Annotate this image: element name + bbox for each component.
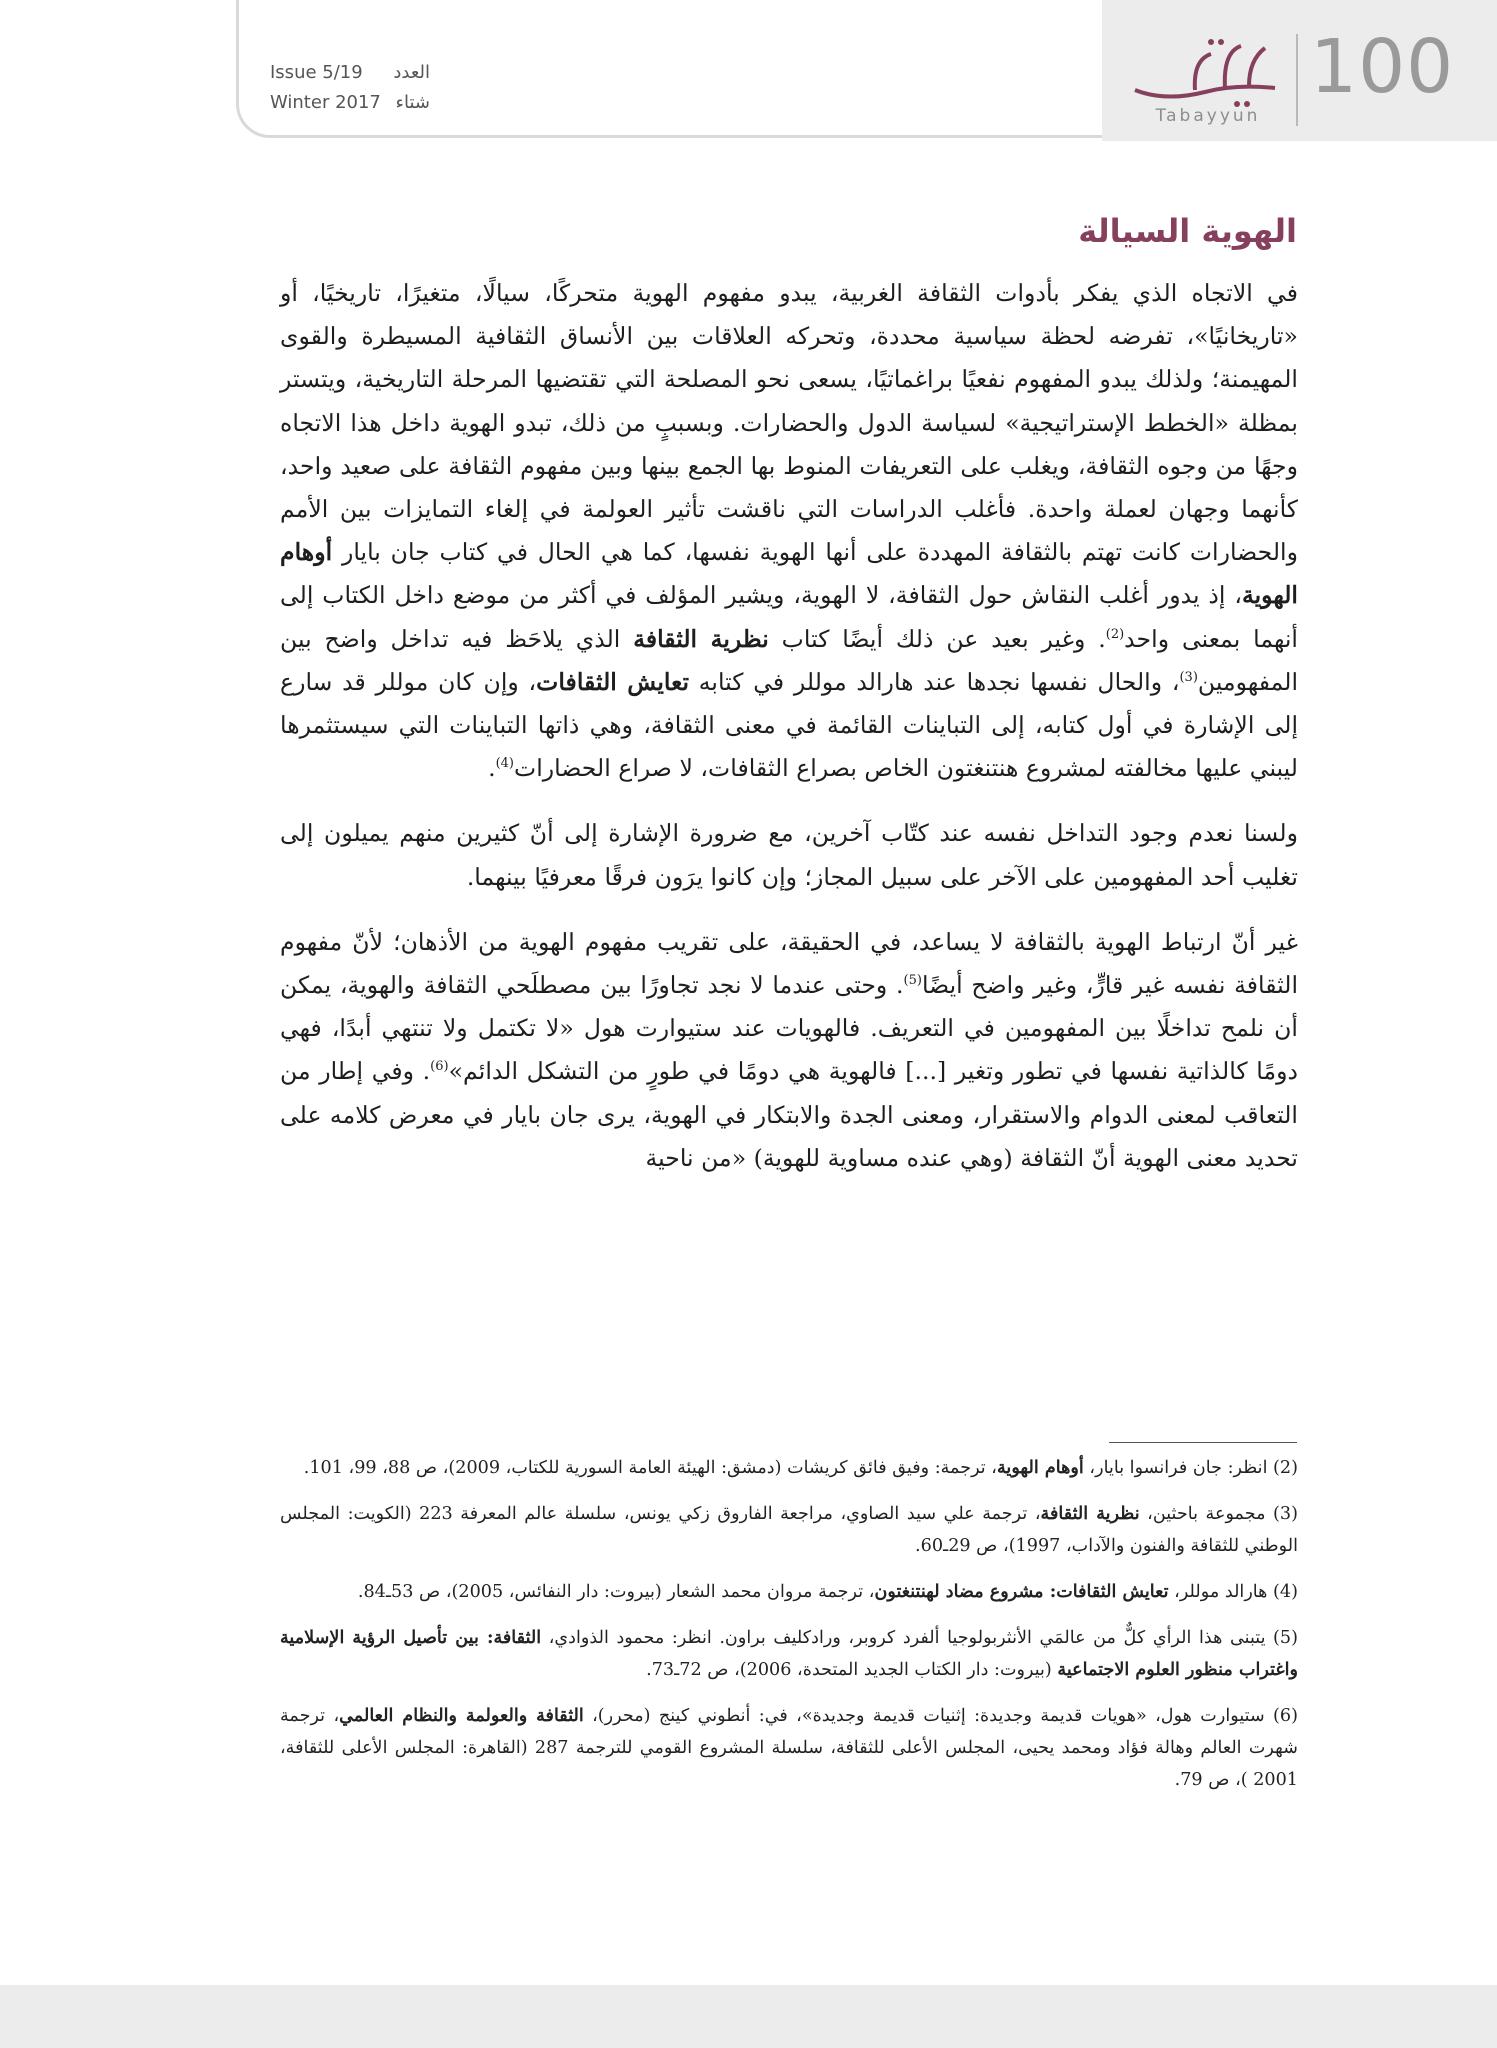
fn4-title: تعايش الثقافات: مشروع مضاد لهنتنغتون [874,1581,1169,1602]
p3-text-a: غير أنّ ارتباط الهوية بالثقافة لا يساعد، في الحقيقة، على تقريب مفهوم الهوية من الأذهان؛ لأنّ مفهوم الثقافة نفسه غير قارٍّ، وغير واضح أيضًا [280,927,1298,1000]
paragraph-1 [280,272,1298,790]
p1-text-g: . [488,754,496,783]
fn2-text-a: (2) انظر: جان فرانسوا بايار، [1083,1458,1298,1478]
footnote-4 [280,1576,1298,1608]
footnote-separator [1109,1442,1297,1443]
page-header [0,0,1497,142]
footnote-5 [280,1622,1298,1686]
book-title-coexistence-of-cultures: تعايش الثقافات [536,667,690,696]
footnote-2 [280,1452,1298,1484]
fn3-title: نظرية الثقافة [1040,1503,1140,1524]
footnote-ref-6[interactable]: (6) [430,1059,449,1075]
footnote-ref-2[interactable]: (2) [1105,626,1125,642]
book-title-culture-theory: نظرية الثقافة [633,624,769,653]
footnotes [280,1452,1298,1810]
footnote-ref-4[interactable]: (4) [495,756,514,772]
fn4-text-a: (4) هارالد موللر، [1168,1582,1298,1602]
issue-row [270,58,430,88]
issue-label-ar: العدد [393,62,430,83]
footnote-6 [280,1700,1298,1796]
p3-text-b: . وحتى عندما لا نجد تجاورًا بين مصطلَحي الثقافة والهوية، يمكن أن نلمح تداخلًا بين المفهومين في التعريف. فالهويات عند ستيوارت هول «لا تكتمل ولا تنتهي أبدًا، فهي دومًا كالذاتية نفسها في تطور وتغير [...] فالهوية هي دومًا في طورٍ من التشكل الدائم» [280,971,1298,1086]
issue-info [270,58,430,118]
p1-text-f: ، وإن كان موللر قد سارع إلى الإشارة في أول كتابه، إلى التباينات القائمة في معنى الثقافة، وهي ذاتها التباينات التي سيستثمرها ليبني عليها مخالفته لمشروع هنتنغتون الخاص بصراع الثقافات، لا صراع الحضارات [280,667,1298,783]
fn3-text-c: ، ترجمة علي سيد الصاوي، مراجعة الفاروق زكي يونس، سلسلة عالم المعرفة 223 (الكويت: المجلس الوطني للثقافة والفنون والآداب، 1997)، ص 29ـ60. [280,1504,1298,1556]
fn4-text-c: ، ترجمة مروان محمد الشعار (بيروت: دار النفائس، 2005)، ص 53ـ84. [357,1582,875,1602]
fn6-title: الثقافة والعولمة والنظام العالمي [339,1705,584,1726]
issue-label-en: Issue 5/19 [270,62,363,83]
fn2-text-c: ، ترجمة: وفيق فائق كريشات (دمشق: الهيئة العامة السورية للكتاب، 2009)، ص 88، 99، 101. [303,1458,997,1478]
fn6-text-a: (6) ستيوارت هول، «هويات قديمة وجديدة: إثنيات قديمة وجديدة»، في: أنطوني كينج (محرر)، [583,1706,1298,1726]
article-body [280,272,1298,1202]
fn5-text-a: (5) يتبنى هذا الرأي كلٌّ من عالمَي الأنثربولوجيا ألفرد كروبر، ورادكليف براون. انظر: محمود الذوادي، [541,1628,1298,1648]
page-number: 100 [1310,24,1455,110]
header-divider [1296,34,1298,126]
fn2-title: أوهام الهوية [996,1457,1084,1478]
p1-text-b: ، إذ يدور أغلب النقاش حول الثقافة، لا الهوية، ويشير المؤلف في أكثر من موضع داخل الكتاب إلى أنهما بمعنى واحد [280,581,1298,653]
fn5-title: الثقافة: بين تأصيل الرؤية الإسلامية واغتراب منظور العلوم الاجتماعية [280,1627,1298,1680]
page-footer-band [0,1985,1497,2048]
fn3-text-a: (3) مجموعة باحثين، [1139,1504,1298,1524]
fn5-text-c: (بيروت: دار الكتاب الجديد المتحدة، 2006)، ص 72ـ73. [646,1660,1058,1680]
fn6-text-c: ، ترجمة شهرت العالم وهالة فؤاد ومحمد يحيى، المجلس الأعلى للثقافة، سلسلة المشروع القومي للترجمة 287 (القاهرة: المجلس الأعلى للثقافة، 2001 )، ص 79. [280,1706,1298,1790]
paragraph-3 [280,921,1298,1180]
footnote-ref-5[interactable]: (5) [903,973,922,989]
p1-text-c: . وغير بعيد عن ذلك أيضًا كتاب [768,624,1106,653]
p1-text-e: ، والحال نفسها نجدها عند هارالد موللر في كتابه [689,667,1180,696]
journal-logo-mark-icon [1125,30,1285,110]
season-en: Winter 2017 [270,92,381,113]
p1-text-d: الذي يلاحَظ فيه تداخل واضح بين المفهومين [280,624,1299,696]
season-ar: شتاء [395,92,430,113]
book-title-identity-illusions: أوهام الهوية [280,538,1298,610]
p1-text-a: في الاتجاه الذي يفكر بأدوات الثقافة الغربية، يبدو مفهوم الهوية متحركًا، سيالًا، متغيرًا، تاريخيًا، أو «تاريخانيًا»، تفرضه لحظة سياسية محددة، وتحركه العلاقات بين الأنساق الثقافية المسيطرة والقوى المهيمنة؛ ولذلك يبدو المفهوم نفعيًا براغماتيًا، يسعى نحو المصلحة التي تقتضيها المرحلة التاريخية، ويتستر بمظلة «الخطط الإستراتيجية» لسياسة الدول والحضارات. وبسببٍ من ذلك، تبدو الهوية داخل هذا الاتجاه وجهًا من وجوه الثقافة، ويغلب على التعريفات المنوط بها الجمع بينها وبين مفهوم الثقافة على صعيد واحد، كأنهما وجهان لعملة واحدة. فأغلب الدراسات التي ناقشت تأثير العولمة في إلغاء التمايزات بين الأمم والحضارات كانت تهتم بالثقافة المهددة على أنها الهوية نفسها، كما هي الحال في كتاب جان بايار [280,279,1298,567]
footnote-3 [280,1498,1298,1562]
p3-text-c: . وفي إطار من التعاقب لمعنى الدوام والاستقرار، ومعنى الجدة والابتكار في الهوية، يرى جان بايار في معرض كلامه على تحديد معنى الهوية أنّ الثقافة (وهي عنده مساوية للهوية) «من ناحية [280,1057,1298,1172]
footnote-ref-3[interactable]: (3) [1179,669,1198,685]
paragraph-2: ولسنا نعدم وجود التداخل نفسه عند كتّاب آخرين، مع ضرورة الإشارة إلى أنّ كثيرين منهم يميلون إلى تغليب أحد المفهومين على الآخر على سبيل المجاز؛ وإن كانوا يرَون فرقًا معرفيًا بينهما. [280,819,1298,891]
season-row [270,88,430,118]
journal-name-latin: Tabayyun [1155,106,1261,126]
journal-logo [1125,30,1285,130]
section-title: الهوية السيالة [1078,212,1297,250]
